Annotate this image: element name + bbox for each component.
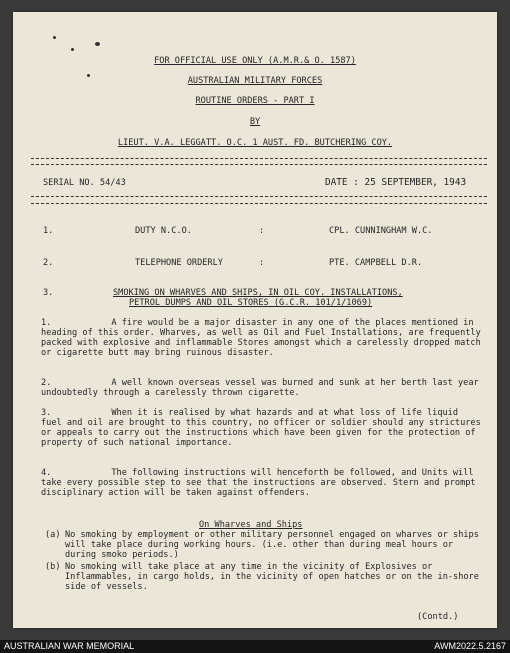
- rule-text: No smoking will take place at any time in the vicinity of Explosives or Inflammables, in cargo holds, in the vicinity of open hatches or on the in-shore side of vessels.: [65, 562, 479, 592]
- item-number: 2.: [43, 258, 54, 268]
- section-title: SMOKING ON WHARVES AND SHIPS, IN OIL COY. INSTALLATIONS,: [113, 288, 403, 298]
- by-line: BY: [249, 117, 261, 127]
- paragraph: [41, 318, 481, 358]
- serial-number: SERIAL NO. 54/43: [43, 178, 126, 188]
- paragraph-number: 4.: [41, 468, 52, 478]
- accession-number: AWM2022.5.2167: [434, 641, 506, 651]
- document-page: [13, 12, 497, 628]
- classification-line: FOR OFFICIAL USE ONLY (A.M.R.& O. 1587): [154, 56, 356, 66]
- section-number: 3.: [43, 288, 54, 298]
- duty-name: CPL. CUNNINGHAM W.C.: [329, 226, 433, 236]
- paragraph-text: A well known overseas vessel was burned and sunk at her berth last year undoubtedly through a carelessly thrown cigarette.: [41, 378, 479, 398]
- paragraph-text: A fire would be a major disaster in any one of the places mentioned in heading of this order. Wharves, as well as Oil and Fuel Installations, are frequently packed with explosive and inflammable Stores amongst which a carelessly dropped match or cigarette butt may bring ruinous disaster.: [41, 318, 481, 358]
- ink-mark: [71, 48, 74, 51]
- divider: [31, 158, 487, 159]
- caption-bar: [0, 640, 510, 653]
- rule-label: (a): [45, 530, 61, 540]
- document-date: DATE : 25 SEPTEMBER, 1943: [325, 177, 467, 188]
- separator: :: [259, 258, 265, 268]
- paragraph-number: 2.: [41, 378, 52, 388]
- duty-name: PTE. CAMPBELL D.R.: [329, 258, 423, 268]
- organisation-line: AUSTRALIAN MILITARY FORCES: [187, 76, 323, 86]
- divider: [31, 203, 487, 204]
- duty-role: TELEPHONE ORDERLY: [135, 258, 223, 268]
- paragraph-number: 1.: [41, 318, 52, 328]
- paragraph-text: The following instructions will henceforth be followed, and Units will take every possible step to see that the instructions are observed. Stern and prompt disciplinary action will be taken against offenders.: [41, 468, 476, 498]
- paragraph: [41, 408, 481, 448]
- paragraph: [41, 378, 481, 398]
- paragraph: [41, 468, 481, 498]
- paragraph-text: When it is realised by what hazards and at what loss of life liquid fuel and oil are brought to this country, no officer or soldier should any strictures or appeals to carry out the instructions which have been given for the protection of property of such national importance.: [41, 408, 481, 448]
- duty-role: DUTY N.C.O.: [135, 226, 192, 236]
- rule-text: No smoking by employment or other military personnel engaged on wharves or ships will take place during working hours. (i.e. other than during meal hours or during smoko periods.): [65, 530, 479, 560]
- ink-mark: [53, 36, 56, 39]
- continued-note: (Contd.): [417, 612, 459, 622]
- orders-title: ROUTINE ORDERS - PART I: [195, 96, 315, 106]
- source-credit: AUSTRALIAN WAR MEMORIAL: [4, 641, 135, 651]
- rule-label: (b): [45, 562, 61, 572]
- separator: :: [259, 226, 265, 236]
- item-number: 1.: [43, 226, 54, 236]
- section-title-cont: PETROL DUMPS AND OIL STORES (G.C.R. 101/1/1069): [129, 298, 373, 308]
- divider: [31, 164, 487, 165]
- paragraph-number: 3.: [41, 408, 52, 418]
- divider: [31, 196, 487, 197]
- issuer-line: LIEUT. V.A. LEGGATT. O.C. 1 AUST. FD. BUTCHERING COY.: [117, 138, 393, 148]
- ink-mark: [95, 42, 100, 46]
- subheading: On Wharves and Ships: [199, 520, 303, 530]
